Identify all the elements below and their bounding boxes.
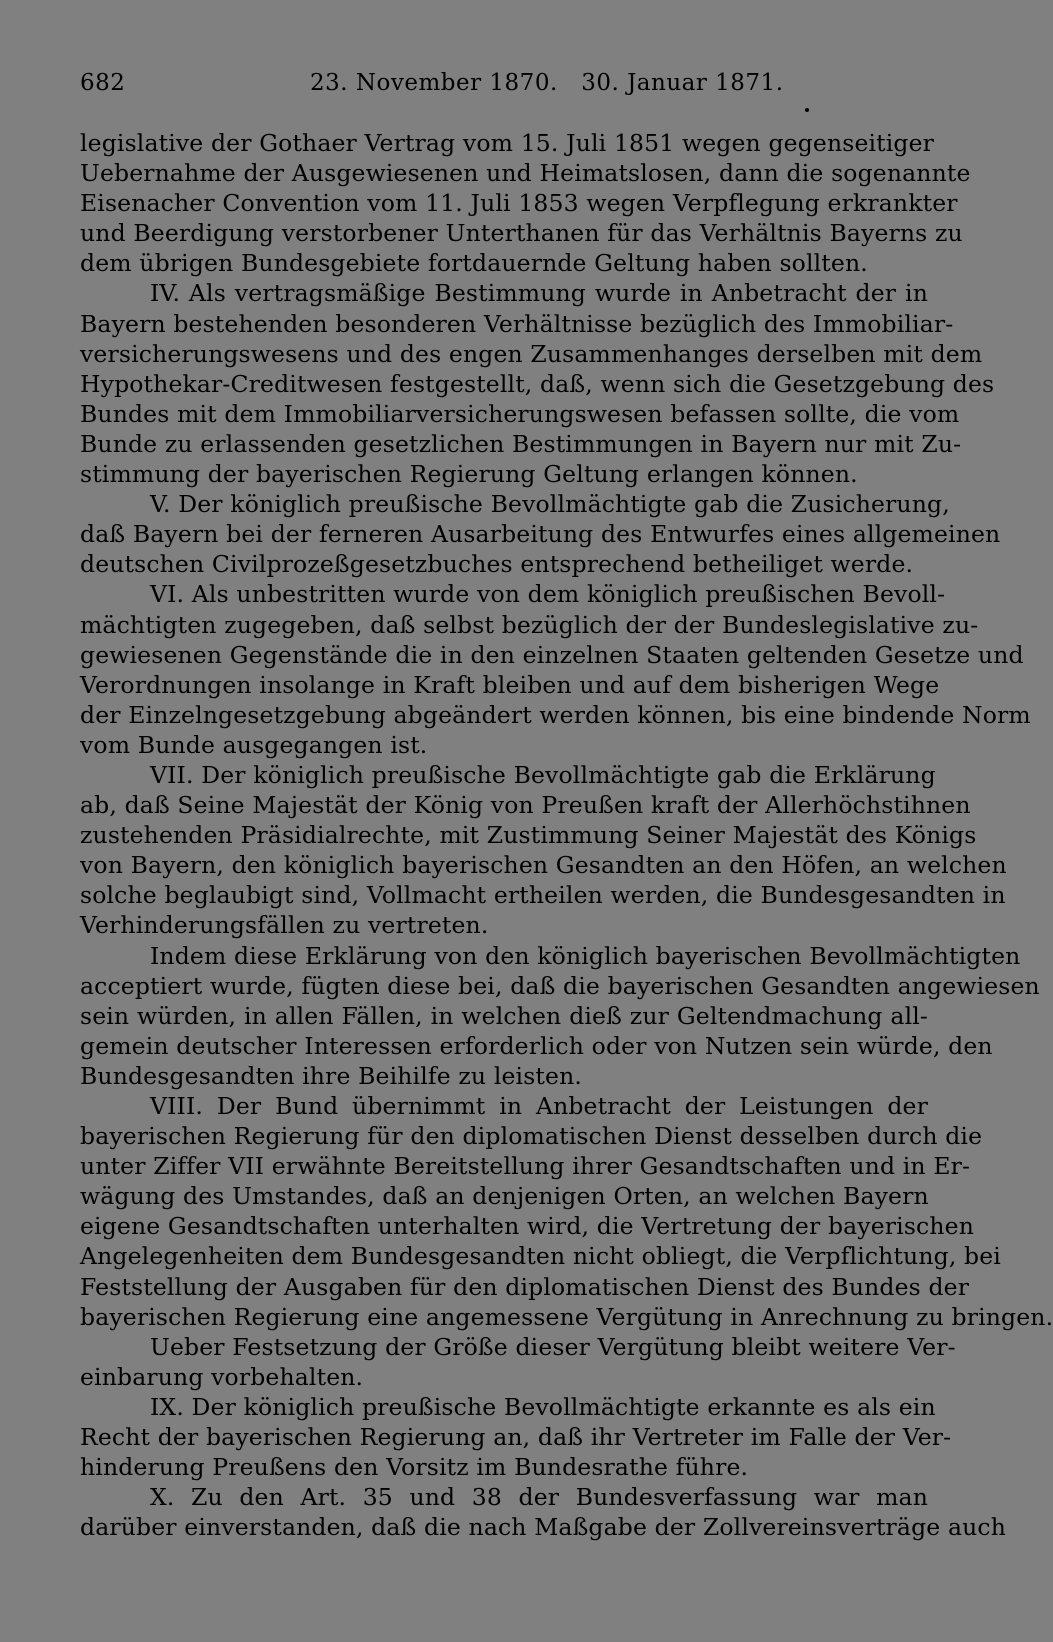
text-line: Verhinderungsfällen zu vertreten. — [80, 911, 489, 940]
document-page — [80, 0, 1053, 1642]
text-line: darüber einverstanden, daß die nach Maßgabe der Zollvereinsverträge auch — [80, 1513, 1007, 1542]
text-line: versicherungswesens und des engen Zusammenhanges derselben mit dem — [80, 339, 983, 368]
text-line: daß Bayern bei der ferneren Ausarbeitung des Entwurfes eines allgemeinen — [80, 520, 1001, 549]
text-line: bayerischen Regierung für den diplomatischen Dienst desselben durch die — [80, 1122, 983, 1151]
text-line: unter Ziffer VII erwähnte Bereitstellung ihrer Gesandtschaften und in Er- — [80, 1152, 971, 1181]
text-line: Ueber Festsetzung der Größe dieser Vergütung bleibt weitere Ver- — [150, 1332, 956, 1361]
text-line: IV. Als vertragsmäßige Bestimmung wurde in Anbetracht der in — [150, 279, 928, 308]
text-line: IX. Der königlich preußische Bevollmächtigte erkannte es als ein — [150, 1392, 936, 1421]
text-line: dem übrigen Bundesgebiete fortdauernde Geltung haben sollten. — [80, 249, 868, 278]
page-header — [80, 70, 928, 106]
text-line: hinderung Preußens den Vorsitz im Bundesrathe führe. — [80, 1453, 749, 1482]
text-line: und Beerdigung verstorbener Unterthanen für das Verhältnis Bayerns zu — [80, 219, 963, 248]
text-line: Angelegenheiten dem Bundesgesandten nicht obliegt, die Verpflichtung, bei — [80, 1242, 1001, 1271]
text-line: einbarung vorbehalten. — [80, 1362, 364, 1391]
text-line: VII. Der königlich preußische Bevollmächtigte gab die Erklärung — [150, 760, 936, 789]
text-line: von Bayern, den königlich bayerischen Gesandten an den Höfen, an welchen — [80, 851, 1007, 880]
text-line: gewiesenen Gegenstände die in den einzelnen Staaten geltenden Gesetze und — [80, 640, 1024, 669]
text-line: VIII. Der Bund übernimmt in Anbetracht der Leistungen der — [150, 1092, 928, 1120]
text-line: Eisenacher Convention vom 11. Juli 1853 wegen Verpflegung erkrankter — [80, 189, 958, 218]
text-line: V. Der königlich preußische Bevollmächtigte gab die Zusicherung, — [150, 490, 950, 519]
text-line: der Einzelngesetzgebung abgeändert werden können, bis eine bindende Norm — [80, 700, 1031, 729]
text-line: acceptiert wurde, fügten diese bei, daß die bayerischen Gesandten angewiesen — [80, 971, 1040, 1000]
text-line: Indem diese Erklärung von den königlich bayerischen Bevollmächtigten — [150, 941, 1021, 970]
text-line: solche beglaubigt sind, Vollmacht ertheilen werden, die Bundesgesandten in — [80, 881, 1006, 910]
text-line: X. Zu den Art. 35 und 38 der Bundesverfassung war man — [150, 1483, 928, 1512]
text-line: Uebernahme der Ausgewiesenen und Heimatslosen, dann die sogenannte — [80, 159, 971, 188]
text-line: Bundesgesandten ihre Beihilfe zu leisten. — [80, 1061, 582, 1090]
text-line: wägung des Umstandes, daß an denjenigen Orten, an welchen Bayern — [80, 1182, 929, 1211]
text-line: sein würden, in allen Fällen, in welchen dieß zur Geltendmachung all- — [80, 1001, 928, 1030]
text-line: vom Bunde ausgegangen ist. — [80, 730, 428, 759]
text-line: mächtigten zugegeben, daß selbst bezüglich der der Bundeslegislative zu- — [80, 610, 979, 639]
text-line: stimmung der bayerischen Regierung Geltung erlangen können. — [80, 460, 858, 489]
text-line: Feststellung der Ausgaben für den diplomatischen Dienst des Bundes der — [80, 1272, 970, 1301]
text-line: Recht der bayerischen Regierung an, daß ihr Vertreter im Falle der Ver- — [80, 1423, 952, 1452]
text-line: Verordnungen insolange in Kraft bleiben und auf dem bisherigen Wege — [80, 670, 940, 699]
text-line: legislative der Gothaer Vertrag vom 15. Juli 1851 wegen gegenseitiger — [80, 129, 935, 157]
text-line: Bundes mit dem Immobiliarversicherungswesen befassen sollte, die vom — [80, 399, 960, 428]
page-dateline: 23. November 1870. 30. Januar 1871. — [310, 70, 784, 96]
text-line: deutschen Civilprozeßgesetzbuches entsprechend betheiliget werde. — [80, 550, 914, 579]
text-line: zustehenden Präsidialrechte, mit Zustimmung Seiner Majestät des Königs — [80, 821, 977, 850]
text-line: ab, daß Seine Majestät der König von Preußen kraft der Allerhöchstihnen — [80, 791, 971, 820]
text-line: Bunde zu erlassenden gesetzlichen Bestimmungen in Bayern nur mit Zu- — [80, 429, 962, 458]
text-line: bayerischen Regierung eine angemessene Vergütung in Anrechnung zu bringen. — [80, 1302, 1053, 1331]
text-line: VI. Als unbestritten wurde von dem königlich preußischen Bevoll- — [150, 580, 946, 609]
text-line: Bayern bestehenden besonderen Verhältnisse bezüglich des Immobiliar- — [80, 309, 954, 338]
body-text — [80, 128, 1053, 1542]
text-line: gemein deutscher Interessen erforderlich oder von Nutzen sein würde, den — [80, 1031, 993, 1060]
page-number: 682 — [80, 70, 126, 96]
print-speck — [805, 108, 809, 112]
text-line: eigene Gesandtschaften unterhalten wird, die Vertretung der bayerischen — [80, 1212, 974, 1241]
text-line: Hypothekar-Creditwesen festgestellt, daß, wenn sich die Gesetzgebung des — [80, 369, 995, 398]
